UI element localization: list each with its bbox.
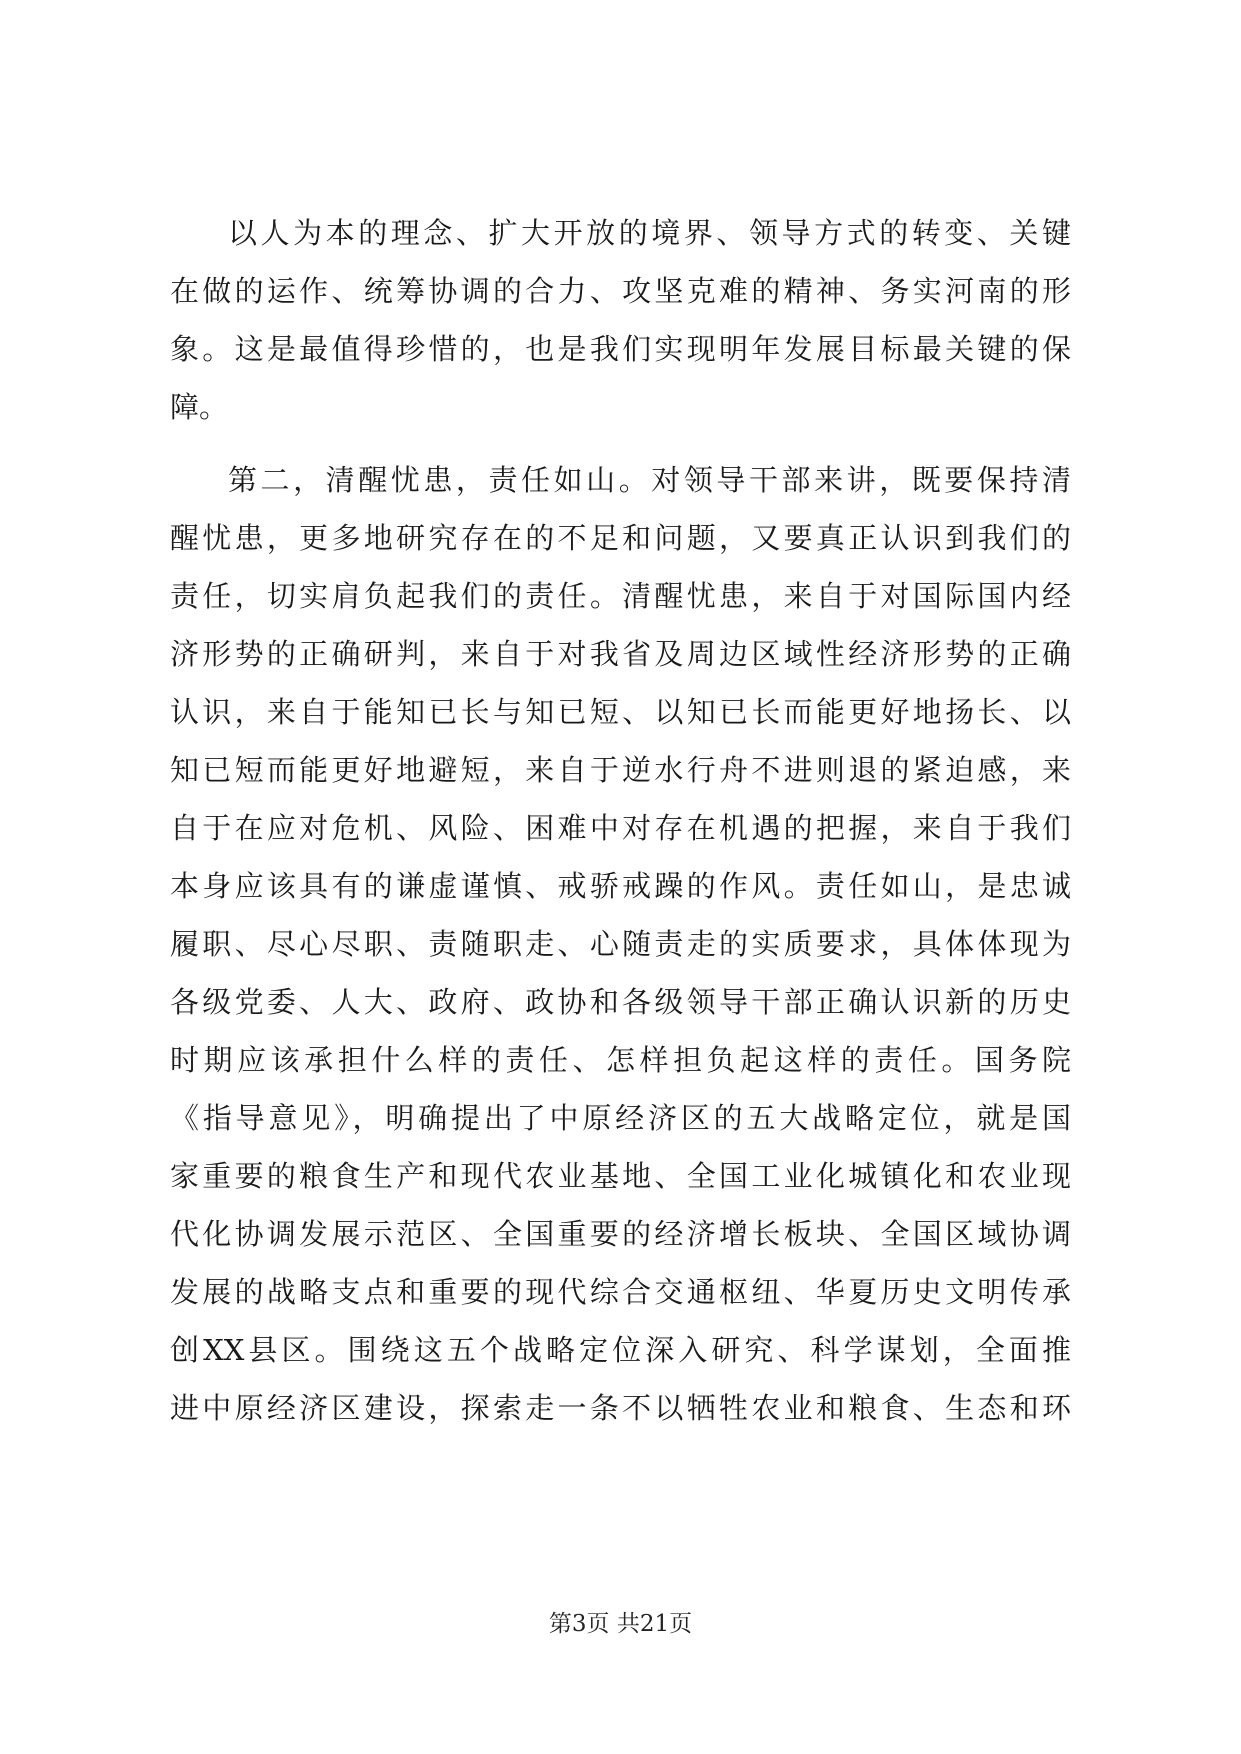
page-number-footer: 第3页 共21页 xyxy=(548,1611,693,1637)
text-line: 醒忧患，更多地研究存在的不足和问题，又要真正认识到我们的 xyxy=(170,521,1071,555)
text-line: 创XX县区。围绕这五个战略定位深入研究、科学谋划，全面推 xyxy=(170,1333,1071,1367)
text-line: 履职、尽心尽职、责随职走、心随责走的实质要求，具体体现为 xyxy=(170,927,1071,961)
text-line: 发展的战略支点和重要的现代综合交通枢纽、华夏历史文明传承 xyxy=(170,1275,1071,1309)
text-line: 责任，切实肩负起我们的责任。清醒忧患，来自于对国际国内经 xyxy=(170,579,1071,613)
text-line: 以人为本的理念、扩大开放的境界、领导方式的转变、关键 xyxy=(228,216,1071,250)
text-line: 进中原经济区建设，探索走一条不以牺牲农业和粮食、生态和环 xyxy=(170,1391,1071,1425)
text-line: 障。 xyxy=(170,390,229,424)
text-line: 家重要的粮食生产和现代农业基地、全国工业化城镇化和农业现 xyxy=(170,1159,1071,1193)
text-line: 本身应该具有的谦虚谨慎、戒骄戒躁的作风。责任如山，是忠诚 xyxy=(170,869,1071,903)
text-line: 自于在应对危机、风险、困难中对存在机遇的把握，来自于我们 xyxy=(170,811,1071,845)
text-line: 认识，来自于能知已长与知已短、以知已长而能更好地扬长、以 xyxy=(170,695,1071,729)
text-line: 《指导意见》，明确提出了中原经济区的五大战略定位，就是国 xyxy=(170,1101,1071,1135)
text-line: 各级党委、人大、政府、政协和各级领导干部正确认识新的历史 xyxy=(170,985,1071,1019)
text-line: 代化协调发展示范区、全国重要的经济增长板块、全国区域协调 xyxy=(170,1217,1071,1251)
text-line: 象。这是最值得珍惜的，也是我们实现明年发展目标最关键的保 xyxy=(170,332,1071,366)
text-line: 在做的运作、统筹协调的合力、攻坚克难的精神、务实河南的形 xyxy=(170,274,1071,308)
text-line: 济形势的正确研判，来自于对我省及周边区域性经济形势的正确 xyxy=(170,637,1071,671)
text-line: 时期应该承担什么样的责任、怎样担负起这样的责任。国务院 xyxy=(170,1043,1071,1077)
text-line: 知已短而能更好地避短，来自于逆水行舟不进则退的紧迫感，来 xyxy=(170,753,1071,787)
text-line: 第二，清醒忧患，责任如山。对领导干部来讲，既要保持清 xyxy=(228,463,1071,497)
